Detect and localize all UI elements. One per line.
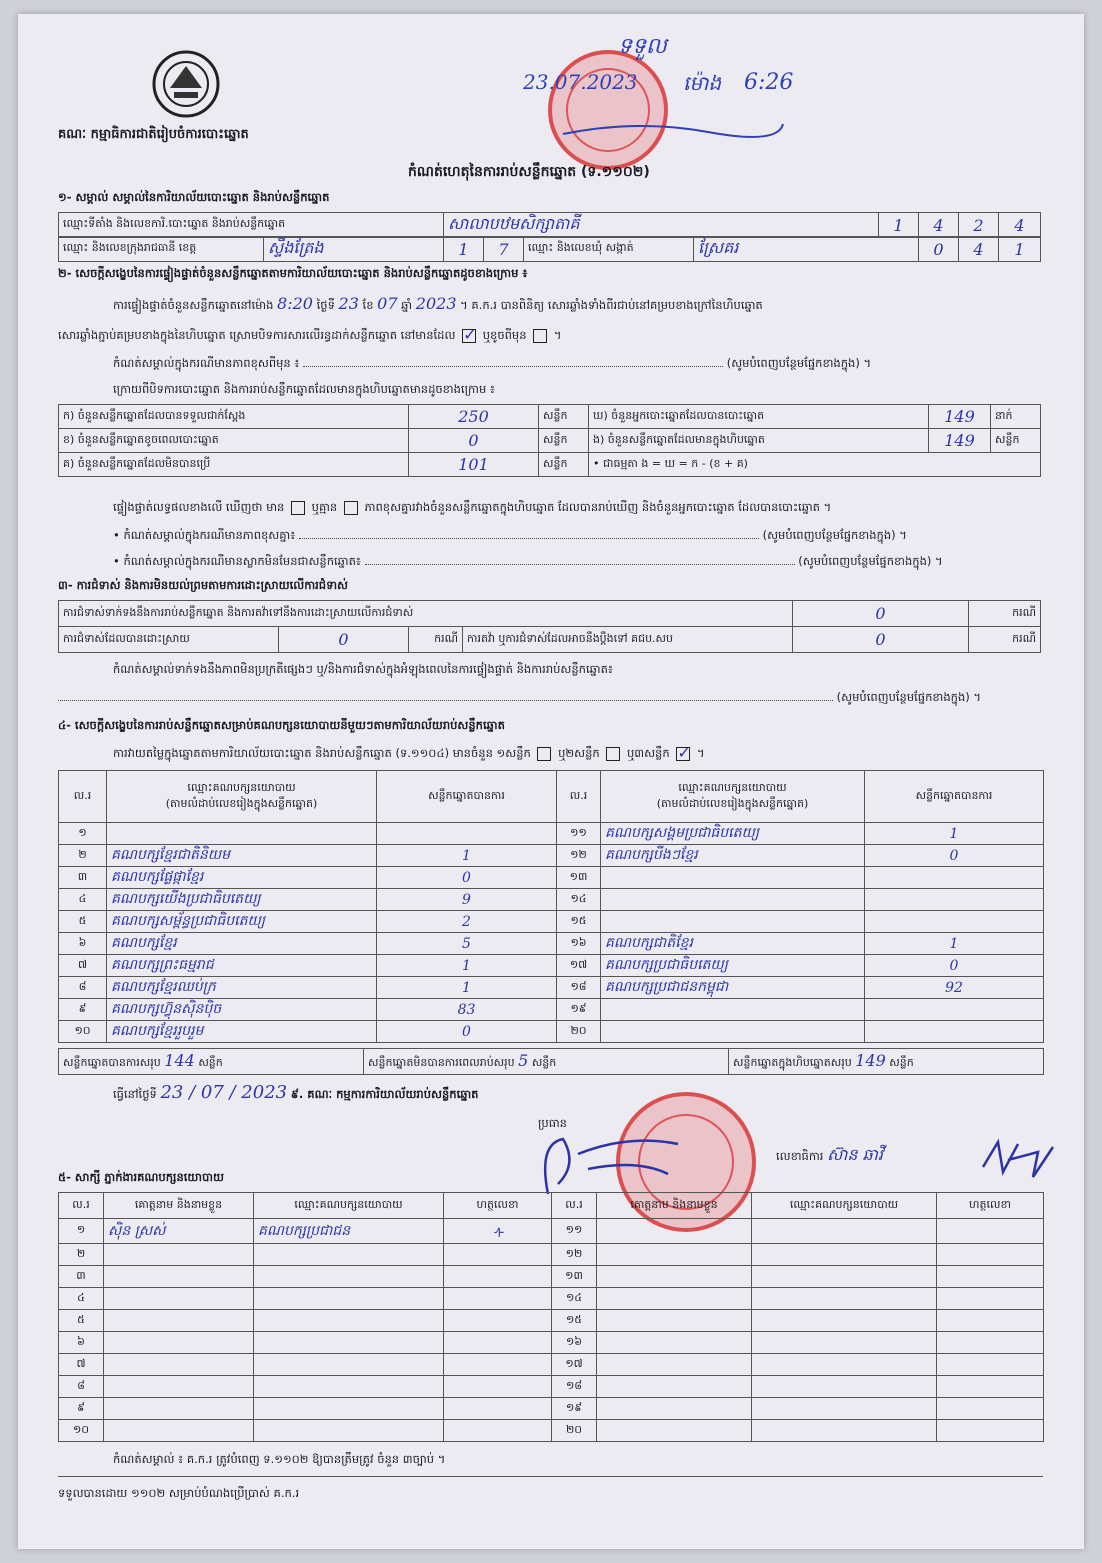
table-row (59, 823, 1044, 845)
fill-hint: (សូមបំពេញបន្ថែមផ្នែកខាងក្នុង) ។ (726, 356, 872, 370)
table-row (59, 1288, 1044, 1310)
witness-party (254, 1288, 444, 1310)
vote-count: 0 (377, 867, 557, 889)
vote-count: 0 (865, 955, 1044, 977)
witness-row-no: ៤ (59, 1288, 104, 1310)
vote-party: គណបក្សហ៊្វុនស៊ិនប៉ិច (107, 999, 377, 1021)
received-ballots-value: 250 (409, 405, 539, 429)
col-no: ល.រ (59, 771, 107, 823)
footer-note: កំណត់សម្គាល់ ៖ គ.ក.រ ត្រូវបំពេញ ទ.១១០២ ឱ្យបានត្រឹមត្រូវ ចំនួន ៣ច្បាប់ ។ (113, 1452, 446, 1466)
witness-party (254, 1376, 444, 1398)
vote-row-no: ៩ (59, 999, 107, 1021)
witness-party (752, 1354, 937, 1376)
receipt-label: ទទួល (618, 34, 667, 59)
witness-name (104, 1266, 254, 1288)
witness-row-no: ១១ (552, 1219, 597, 1244)
vote-party (601, 889, 865, 911)
witness-sign (937, 1354, 1044, 1376)
witness-name (597, 1398, 752, 1420)
unit: នាក់ (991, 405, 1041, 429)
table-row (59, 1332, 1044, 1354)
vote-party: គណបក្សយើងប្រជាធិបតេយ្យ (107, 889, 377, 911)
vote-party: គណបក្សខ្មែរ (107, 933, 377, 955)
witness-sign (444, 1288, 552, 1310)
table-row (59, 1266, 1044, 1288)
total-invalid: សន្លឹកឆ្នោតមិនបានការពេលរាប់សរុប 5 សន្លឹក (364, 1049, 729, 1075)
one-sheet-checkbox[interactable] (537, 747, 551, 761)
table-row (59, 1021, 1044, 1043)
table-row (59, 889, 1044, 911)
witness-party (752, 1420, 937, 1442)
province-digit: 1 (444, 237, 484, 262)
table-row (59, 845, 1044, 867)
vote-count: 1 (377, 845, 557, 867)
witness-party (752, 1332, 937, 1354)
formula: • ជាធម្មតា ង = ឃ = ក - (ខ + គ) (589, 453, 1041, 477)
location-digit: 4 (919, 213, 959, 238)
appeal-value: 0 (793, 627, 969, 653)
bullet2-label: • កំណត់សម្គាល់ក្នុងករណីមានស្លាកមិនមែនជាសន្លឹកឆ្នោត៖ (113, 554, 361, 568)
section3-heading: ៣- ការជំទាស់ និងការមិនយល់ព្រមតាមការដោះស្រាយលើការជំទាស់ (58, 578, 349, 592)
vote-row-no: ១៣ (557, 867, 601, 889)
three-sheets-label: ឬ៣សន្លឹក (626, 746, 670, 760)
vote-count: 2 (377, 911, 557, 933)
col-votes: សន្លឹកឆ្នោតបានការ (865, 771, 1044, 823)
witness-party (752, 1266, 937, 1288)
witness-sign (444, 1376, 552, 1398)
seal-text: សោរឆ្លាំងភ្ជាប់គម្របខាងក្នុងនៃហិបឆ្នោត ស្រោមបិទការសារលើរន្ធដាក់សន្លឹកឆ្នោត នៅមានដែល (58, 328, 456, 342)
location-label: ឈ្មោះទីតាំង និងលេខការិ.បោះឆ្នោត និងរាប់សន្លឹកឆ្នោត (59, 213, 444, 238)
witness-name (597, 1288, 752, 1310)
location-value: សាលាបឋមសិក្សាតាគី (444, 213, 879, 238)
witness-name (597, 1354, 752, 1376)
witness-row-no: ២០ (552, 1420, 597, 1442)
vote-party: គណបក្សជាតិខ្មែរ (601, 933, 865, 955)
vote-row-no: ១៨ (557, 977, 601, 999)
table-row (59, 867, 1044, 889)
vote-party: គណបក្សសម្ព័ន្ធប្រជាធិបតេយ្យ (107, 911, 377, 933)
col-votes: សន្លឹកឆ្នោតបានការ (377, 771, 557, 823)
vote-party: គណបក្សប្រជាធិបតេយ្យ (601, 955, 865, 977)
total-invalid-value: 5 (518, 1051, 529, 1070)
bullet1-field[interactable] (299, 538, 759, 539)
commune-digit: 4 (959, 237, 999, 262)
vote-party (601, 999, 865, 1021)
vote-row-no: ៦ (59, 933, 107, 955)
unit: សន្លឹក (539, 453, 589, 477)
fill-hint: (សូមបំពេញបន្ថែមផ្នែកខាងក្នុង) ។ (836, 690, 981, 704)
witness-sign (444, 1354, 552, 1376)
witness-sign (444, 1332, 552, 1354)
case-unit: ករណី (409, 627, 463, 653)
vote-count: 5 (377, 933, 557, 955)
witness-sign (937, 1310, 1044, 1332)
witness-party (254, 1266, 444, 1288)
witness-party (254, 1244, 444, 1266)
witness-party (254, 1332, 444, 1354)
witness-table (58, 1192, 1044, 1442)
province-table (58, 236, 1041, 262)
witness-name (597, 1266, 752, 1288)
two-sheets-checkbox[interactable] (606, 747, 620, 761)
section4-heading: ៤- សេចក្តីសង្ខេបនៃការរាប់សន្លឹកឆ្នោតសម្រាប់គណបក្សនយោបាយនីមួយៗតាមការិយាល័យរាប់សន្លឹកឆ្នោត (58, 718, 505, 732)
witness-row-no: ៣ (59, 1266, 104, 1288)
verification-line (113, 294, 763, 315)
difference-no-checkbox[interactable] (344, 501, 358, 515)
table-row (59, 1354, 1044, 1376)
witness-name (597, 1219, 752, 1244)
verification-day: 23 (338, 294, 359, 313)
commune-label: ឈ្មោះ និងលេខឃុំ សង្កាត់ (524, 237, 694, 262)
col-party: ឈ្មោះគណបក្សនយោបាយ (752, 1193, 937, 1219)
count-table (58, 404, 1041, 477)
table-row (59, 977, 1044, 999)
commune-value: ស្រែគរ (694, 237, 919, 262)
witness-name (104, 1420, 254, 1442)
received-ballots-label: ក) ចំនួនសន្លឹកឆ្នោតដែលបានទទួលជាក់ស្តែង (59, 405, 409, 429)
vote-row-no: ២០ (557, 1021, 601, 1043)
vote-count: 1 (865, 823, 1044, 845)
vote-row-no: ១២ (557, 845, 601, 867)
witness-sign (937, 1376, 1044, 1398)
voters-value: 149 (929, 405, 991, 429)
verification-month: 07 (377, 294, 398, 313)
sign-date: 23 / 07 / 2023 (160, 1082, 288, 1103)
witness-row-no: ៨ (59, 1376, 104, 1398)
secretary-line (776, 1144, 883, 1168)
objection-value: 0 (793, 601, 969, 627)
compare-line (113, 500, 831, 517)
attachment-line: ការវាយតម្លៃក្នុងឆ្នោតតាមការិយាល័យបោះឆ្នោត និងរាប់សន្លឹកឆ្នោត (ទ.១១០៤) មានចំនួន ១សន្លឹក ឬ២សន្លឹក ឬ៣សន្លឹក ✓ ។ (113, 746, 705, 763)
witness-name (597, 1310, 752, 1332)
vote-row-no: ៨ (59, 977, 107, 999)
seal-broken-checkbox[interactable] (533, 329, 547, 343)
table-row (59, 1398, 1044, 1420)
vote-count: 1 (865, 933, 1044, 955)
vote-party (601, 1021, 865, 1043)
unused-ballots-value: 101 (409, 453, 539, 477)
witness-party (752, 1376, 937, 1398)
section1-heading: ១- សម្គាល់ សម្គាល់នៃការិយាល័យបោះឆ្នោត និងរាប់សន្លឹកឆ្នោត (58, 190, 330, 204)
witness-row-no: ២ (59, 1244, 104, 1266)
witness-sign (937, 1219, 1044, 1244)
compare-or: ឬគ្មាន (311, 500, 338, 514)
fill-hint: (សូមបំពេញបន្ថែមផ្នែកខាងក្នុង) ។ (762, 528, 907, 542)
vote-row-no: ៣ (59, 867, 107, 889)
vote-row-no: ១៤ (557, 889, 601, 911)
verification-text: ការផ្ទៀងផ្ទាត់ចំនួនសន្លឹកឆ្នោតនៅម៉ោង (113, 298, 274, 312)
difference-note-label: កំណត់សម្គាល់ក្នុងករណីមានភាពខុសពីមុន ៖ (113, 356, 300, 370)
vote-row-no: ១៩ (557, 999, 601, 1021)
witness-sign: ᠰ (444, 1219, 552, 1244)
seal-intact-checkbox[interactable] (462, 329, 476, 343)
witness-row-no: ១០ (59, 1420, 104, 1442)
compare-text-post: ភាពខុសគ្នារវាងចំនួនសន្លឹកឆ្នោតក្នុងហិបឆ្នោត ដែលបានរាប់ឃើញ និងចំនួនអ្នកបោះឆ្នោត ដែលបានបោះឆ្នោត ។ (364, 500, 832, 514)
vote-party: គណបក្សខ្មែរជាតិនិយម (107, 845, 377, 867)
irregularity-note: កំណត់សម្គាល់ទាក់ទងនឹងភាពមិនប្រក្រតីផ្សេងៗ ឬ/និងការជំទាស់ក្នុងអំឡុងពេលនៃការផ្ទៀងផ្ទាត់ និងការរាប់សន្លឹកឆ្នោត៖ (113, 662, 613, 676)
witness-sign (937, 1288, 1044, 1310)
vote-party (601, 911, 865, 933)
vote-count (865, 999, 1044, 1021)
witness-party (752, 1310, 937, 1332)
witness-row-no: ១៩ (552, 1398, 597, 1420)
table-row (59, 955, 1044, 977)
seal-broken-label: ឬខូចពីមុន (482, 328, 527, 342)
commune-digit: 0 (919, 237, 959, 262)
secretary-signature-icon (978, 1132, 1058, 1182)
box-ballots-value: 149 (929, 429, 991, 453)
verification-day-label: ថ្ងៃទី (316, 298, 335, 312)
nec-emblem-icon (150, 48, 222, 120)
vote-row-no: ២ (59, 845, 107, 867)
witness-sign (937, 1332, 1044, 1354)
vote-count: 1 (377, 977, 557, 999)
chair-label: ប្រធាន (538, 1116, 567, 1130)
witness-row-no: ១៣ (552, 1266, 597, 1288)
witness-party (254, 1420, 444, 1442)
total-valid: សន្លឹកឆ្នោតបានការសរុប 144 សន្លឹក (59, 1049, 364, 1075)
province-digit: 7 (484, 237, 524, 262)
votes-table (58, 770, 1044, 1043)
witness-party: គណបក្សប្រជាជន (254, 1219, 444, 1244)
col-party: ឈ្មោះគណបក្សនយោបាយ (តាមលំដាប់លេខរៀងក្នុងសន្លឹកឆ្នោត) (601, 771, 865, 823)
witness-name (104, 1376, 254, 1398)
resolved-label: ការជំទាស់ដែលបានដោះស្រាយ (59, 627, 279, 653)
case-unit: ករណី (969, 601, 1041, 627)
vote-party: គណបក្សព្រះធម្មរាជ (107, 955, 377, 977)
appeal-label: ការតវ៉ា ឬការជំទាស់ដែលអាចនឹងប្តឹងទៅ គជប.សប (463, 627, 793, 653)
witness-name (104, 1244, 254, 1266)
vote-count (865, 889, 1044, 911)
secretary-label: លេខាធិការ (776, 1149, 824, 1163)
witness-party (254, 1310, 444, 1332)
witness-row-no: ៧ (59, 1354, 104, 1376)
voters-label: ឃ) ចំនួនអ្នកបោះឆ្នោតដែលបានបោះឆ្នោត (589, 405, 929, 429)
witness-sign (937, 1398, 1044, 1420)
totals-table (58, 1048, 1044, 1075)
col-party: ឈ្មោះគណបក្សនយោបាយ (254, 1193, 444, 1219)
witness-party (254, 1398, 444, 1420)
secretary-name: ស៊ាន ឆាវី (827, 1145, 883, 1164)
bullet1-label: • កំណត់សម្គាល់ក្នុងករណីមានភាពខុសគ្នា៖ (113, 528, 296, 542)
witness-name (104, 1288, 254, 1310)
compare-text: ផ្ទៀងផ្ទាត់លទ្ធផលខាងលើ ឃើញថា មាន (113, 500, 285, 514)
witness-sign (444, 1420, 552, 1442)
commune-digit: 1 (999, 237, 1041, 262)
witness-row-no: ១៥ (552, 1310, 597, 1332)
objection-label: ការជំទាស់ទាក់ទងនឹងការរាប់សន្លឹកឆ្នោត និងការតវ៉ាទៅនឹងការដោះស្រាយលើការជំទាស់ (59, 601, 793, 627)
witness-name (597, 1332, 752, 1354)
date-line (113, 1082, 478, 1104)
vote-party: គណបក្សផ្លែផ្កាខ្មែរ (107, 867, 377, 889)
bullet2-line (113, 554, 1033, 571)
seal-line: សោរឆ្លាំងភ្ជាប់គម្របខាងក្នុងនៃហិបឆ្នោត ស្រោមបិទការសារលើរន្ធដាក់សន្លឹកឆ្នោត នៅមានដែល ✓ ឬខូចពីមុន ។ (58, 328, 561, 345)
section2-heading: ២- សេចក្តីសង្ខេបនៃការផ្ទៀងផ្ទាត់ចំនួនសន្លឹកឆ្នោតតាមការិយាល័យបោះឆ្នោត និងរាប់សន្លឹកឆ្នោតដូចខាងក្រោម ៖ (58, 266, 528, 280)
table-row (59, 1310, 1044, 1332)
vote-row-no: ១ (59, 823, 107, 845)
box-ballots-label: ង) ចំនួនសន្លឹកឆ្នោតដែលមានក្នុងហិបឆ្នោត (589, 429, 929, 453)
committee-name: គណៈ កម្មាធិការជាតិរៀបចំការបោះឆ្នោត (58, 127, 249, 142)
vote-count: 83 (377, 999, 557, 1021)
vote-party: គណបក្សខ្មែរឈប់ក្រ (107, 977, 377, 999)
witness-row-no: ១៤ (552, 1288, 597, 1310)
vote-row-no: ៧ (59, 955, 107, 977)
two-sheets-label: ឬ២សន្លឹក (558, 746, 600, 760)
receipt-date: 23.07.2023 (523, 70, 638, 94)
witness-row-no: ៥ (59, 1310, 104, 1332)
witness-name (597, 1244, 752, 1266)
resolved-value: 0 (279, 627, 409, 653)
case-unit: ករណី (969, 627, 1041, 653)
witness-name: ស៊ិន ស្រស់ (104, 1219, 254, 1244)
vote-party: គណបក្សខ្មែររួបរួម (107, 1021, 377, 1043)
vote-row-no: ១៥ (557, 911, 601, 933)
witness-party (752, 1219, 937, 1244)
vote-row-no: ១៦ (557, 933, 601, 955)
footer-divider (58, 1476, 1043, 1477)
receipt-time: 6:26 (744, 70, 794, 95)
witness-row-no: ៩ (59, 1398, 104, 1420)
spoiled-ballots-value: 0 (409, 429, 539, 453)
difference-yes-checkbox[interactable] (291, 501, 305, 515)
verification-year: 2023 (415, 294, 457, 313)
unused-ballots-label: គ) ចំនួនសន្លឹកឆ្នោតដែលមិនបានប្រើ (59, 453, 409, 477)
verification-time: 8:20 (277, 294, 313, 313)
witness-party (254, 1354, 444, 1376)
committee-sign-label: ៩. គណៈ កម្មការការិយាល័យរាប់សន្លឹកឆ្នោត (290, 1087, 479, 1101)
vote-row-no: ១១ (557, 823, 601, 845)
vote-row-no: ៤ (59, 889, 107, 911)
table-row (59, 1244, 1044, 1266)
bullet2-field[interactable] (365, 564, 795, 565)
form-title: កំណត់ហេតុនៃការរាប់សន្លឹកឆ្នោត (ទ.១១០២) (408, 164, 650, 180)
total-box: សន្លឹកឆ្នោតក្នុងហិបឆ្នោតសរុប 149 សន្លឹក (729, 1049, 1044, 1075)
vote-count: 0 (865, 845, 1044, 867)
vote-row-no: ១០ (59, 1021, 107, 1043)
witness-name (597, 1376, 752, 1398)
col-no: ល.រ (552, 1193, 597, 1219)
total-box-value: 149 (855, 1051, 886, 1070)
col-no: ល.រ (59, 1193, 104, 1219)
bullet1-line (113, 528, 1033, 545)
col-name: គោត្តនាម និងនាមខ្លួន (597, 1193, 752, 1219)
witness-sign (937, 1266, 1044, 1288)
witness-party (752, 1244, 937, 1266)
col-sign: ហត្ថលេខា (937, 1193, 1044, 1219)
vote-party: គណបក្សប្រជាជនកម្ពុជា (601, 977, 865, 999)
witness-sign (937, 1420, 1044, 1442)
witness-name (104, 1354, 254, 1376)
witness-sign (444, 1266, 552, 1288)
location-digit: 4 (999, 213, 1041, 238)
vote-count (377, 823, 557, 845)
vote-count: 0 (377, 1021, 557, 1043)
receipt-underline-icon (558, 114, 788, 144)
section5-heading: ៥- សាក្សី ភ្នាក់ងារគណបក្សនយោបាយ (58, 1170, 224, 1184)
receipt-time-label: ម៉ោង (683, 71, 722, 95)
table-row (59, 1376, 1044, 1398)
date-label: ធ្វើនៅថ្ងៃទី (113, 1087, 157, 1101)
witness-row-no: ១៧ (552, 1354, 597, 1376)
vote-party: គណបក្សបីងៗខ្មែរ (601, 845, 865, 867)
witness-name (104, 1398, 254, 1420)
table-row (59, 911, 1044, 933)
province-label: ឈ្មោះ និងលេខក្រុងរាជធានី ខេត្ត (59, 237, 264, 262)
spoiled-ballots-label: ខ) ចំនួនសន្លឹកឆ្នោតខូចពេលបោះឆ្នោត (59, 429, 409, 453)
col-name: គោត្តនាម និងនាមខ្លួន (104, 1193, 254, 1219)
table-row (59, 999, 1044, 1021)
verification-year-label: ឆ្នាំ (401, 298, 413, 312)
three-sheets-checkbox[interactable] (676, 747, 690, 761)
vote-count: 9 (377, 889, 557, 911)
verification-month-label: ខែ (362, 298, 374, 312)
location-table (58, 212, 1041, 238)
footer-distribution: ទទួលបានដោយ ១១០២ សម្រាប់បំណងប្រើប្រាស់ គ.ក.រ (58, 1486, 300, 1500)
vote-count: 92 (865, 977, 1044, 999)
objection-table (58, 600, 1041, 653)
witness-row-no: ១៨ (552, 1376, 597, 1398)
attachment-text: ការវាយតម្លៃក្នុងឆ្នោតតាមការិយាល័យបោះឆ្នោត និងរាប់សន្លឹកឆ្នោត (ទ.១១០៤) មានចំនួន ១សន្លឹក (113, 746, 531, 760)
location-digit: 2 (959, 213, 999, 238)
vote-count (865, 1021, 1044, 1043)
vote-count: 1 (377, 955, 557, 977)
witness-row-no: ៦ (59, 1332, 104, 1354)
col-no: ល.រ (557, 771, 601, 823)
vote-party (107, 823, 377, 845)
witness-sign (444, 1310, 552, 1332)
witness-row-no: ១២ (552, 1244, 597, 1266)
unit: សន្លឹក (539, 429, 589, 453)
vote-party: គណបក្សសង្គមប្រជាធិបតេយ្យ (601, 823, 865, 845)
witness-name (104, 1310, 254, 1332)
vote-row-no: ៥ (59, 911, 107, 933)
fill-hint: (សូមបំពេញបន្ថែមផ្នែកខាងក្នុង) ។ (798, 554, 943, 568)
count-intro: ក្រោយពីបិទការបោះឆ្នោត និងការរាប់សន្លឹកឆ្នោតដែលមានក្នុងហិបឆ្នោតមានដូចខាងក្រោម ៖ (113, 382, 495, 396)
irregularity-line (58, 690, 1033, 707)
receipt-stamp (548, 50, 668, 170)
table-row (59, 1420, 1044, 1442)
witness-row-no: ១៦ (552, 1332, 597, 1354)
unit: សន្លឹក (539, 405, 589, 429)
total-valid-value: 144 (164, 1051, 195, 1070)
vote-count (865, 911, 1044, 933)
vote-count (865, 867, 1044, 889)
form-sheet (18, 14, 1084, 1549)
witness-sign (444, 1398, 552, 1420)
difference-note-line (113, 356, 1033, 373)
col-sign: ហត្ថលេខា (444, 1193, 552, 1219)
witness-name (104, 1332, 254, 1354)
table-row (59, 933, 1044, 955)
vote-row-no: ១៧ (557, 955, 601, 977)
col-party: ឈ្មោះគណបក្សនយោបាយ (តាមលំដាប់លេខរៀងក្នុងសន្លឹកឆ្នោត) (107, 771, 377, 823)
witness-row-no: ១ (59, 1219, 104, 1244)
vote-party (601, 867, 865, 889)
unit: សន្លឹក (991, 429, 1041, 453)
table-row (59, 1219, 1044, 1244)
location-digit: 1 (879, 213, 919, 238)
province-value: ស្ទឹងត្រែង (264, 237, 444, 262)
witness-party (752, 1288, 937, 1310)
difference-note-field[interactable] (303, 366, 723, 367)
witness-sign (444, 1244, 552, 1266)
witness-party (752, 1398, 937, 1420)
irregularity-field[interactable] (58, 700, 833, 701)
verification-text-post: ។ គ.ក.រ បានពិនិត្យ សោរឆ្លាំងទាំងពីរជាប់នៅគម្របខាងក្រៅនៃហិបឆ្នោត (460, 298, 763, 312)
witness-name (597, 1420, 752, 1442)
witness-sign (937, 1244, 1044, 1266)
